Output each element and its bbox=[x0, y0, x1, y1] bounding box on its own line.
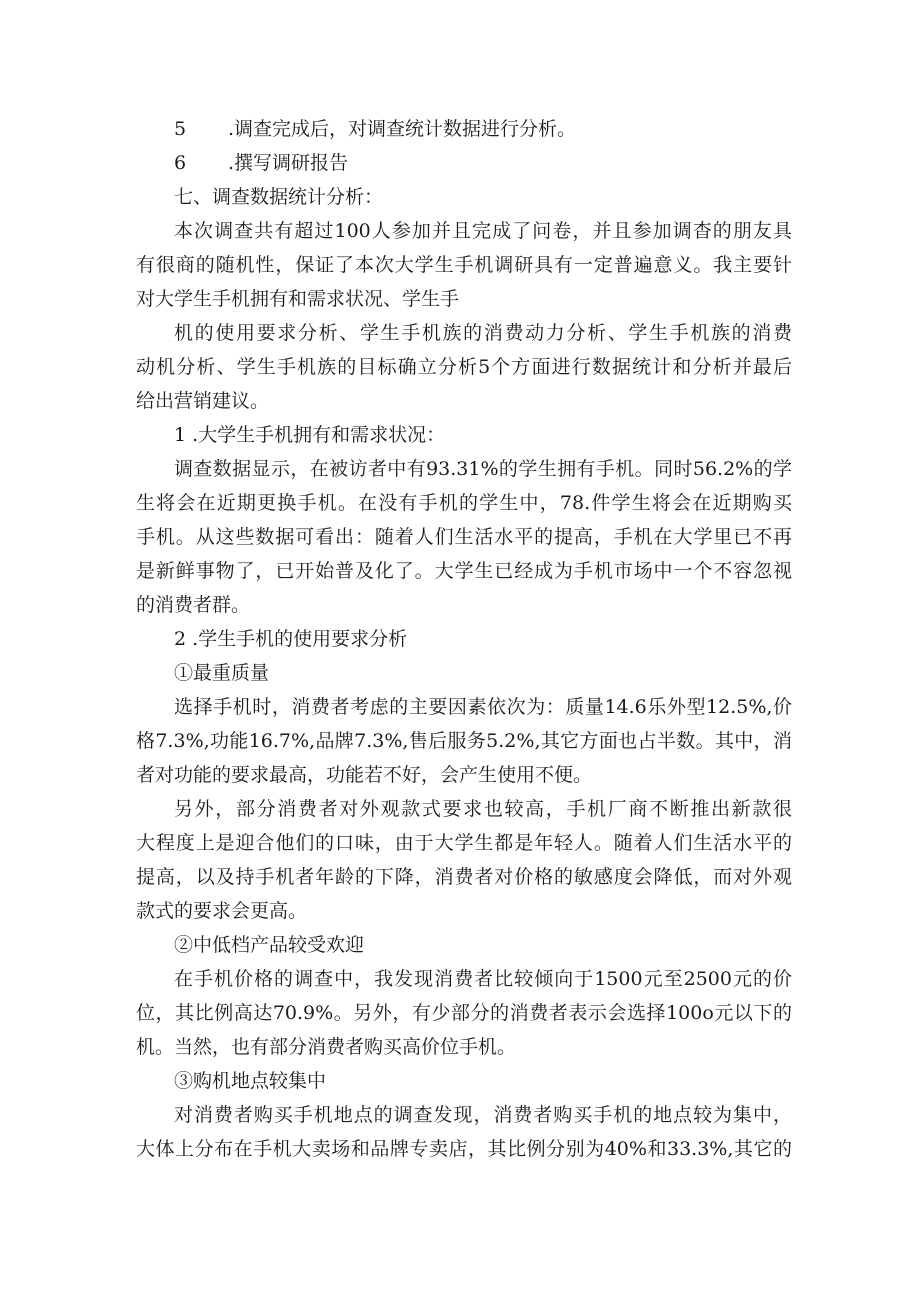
text-line: 有很商的随机性，保证了本次大学生手机调研具有一定普遍意义。我主要针 bbox=[136, 254, 792, 276]
paragraph-first-line: 在手机价格的调查中，我发现消费者比较倾向于1500元至2500元的价 bbox=[174, 968, 792, 990]
paragraph-first-line: 1 .大学生手机拥有和需求状况： bbox=[174, 424, 446, 446]
paragraph-first-line: 2 .学生手机的使用要求分析 bbox=[174, 628, 408, 650]
step-text: .调查完成后，对调查统计数据进行分析。 bbox=[228, 118, 577, 140]
paragraph-first-line: 机的使用要求分析、学生手机族的消费动力分析、学生手机族的消费 bbox=[174, 322, 792, 344]
text-line: 手机。从这些数据可看出：随着人们生活水平的提高，手机在大学里已不再 bbox=[136, 526, 792, 548]
text-line: 动机分析、学生手机族的目标确立分析5个方面进行数据统计和分析并最后 bbox=[136, 356, 792, 378]
text-line: 机。当然，也有部分消费者购买高价位手机。 bbox=[136, 1036, 517, 1058]
text-line: 格7.3%,功能16.7%,品牌7.3%,售后服务5.2%,其它方面也占半数。其中，消 bbox=[136, 730, 792, 752]
text-line: 大体上分布在手机大卖场和品牌专卖店，其比例分别为40%和33.3%,其它的 bbox=[136, 1138, 792, 1160]
text-line: 位，其比例高达70.9%。另外，有少部分的消费者表示会选择100o元以下的 bbox=[136, 1002, 792, 1024]
paragraph-first-line: 对消费者购买手机地点的调查发现，消费者购买手机的地点较为集中， bbox=[174, 1104, 792, 1126]
paragraph-first-line: ②中低档产品较受欢迎 bbox=[174, 934, 365, 956]
document-body bbox=[136, 112, 792, 1166]
text-line: 是新鲜事物了，已开始普及化了。大学生已经成为手机市场中一个不容忽视 bbox=[136, 560, 792, 582]
paragraph-first-line: 本次调查共有超过100人参加并且完成了问卷，并且参加调杳的朋友具 bbox=[174, 220, 792, 242]
paragraph-first-line: 调查数据显示，在被访者中有93.31%的学生拥有手机。同时56.2%的学 bbox=[174, 458, 792, 480]
paragraph-first-line: ③购机地点较集中 bbox=[174, 1070, 327, 1092]
text-line: 对大学生手机拥有和需求状况、学生手 bbox=[136, 288, 460, 310]
text-line: 生将会在近期更换手机。在没有手机的学生中，78.件学生将会在近期购买 bbox=[136, 492, 792, 514]
paragraph-first-line: 七、调查数据统计分析： bbox=[174, 186, 384, 208]
paragraph-first-line: 另外，部分消费者对外观款式要求也较高，手机厂商不断推出新款很 bbox=[174, 798, 792, 820]
step-text: .撰写调研报告 bbox=[228, 152, 349, 174]
text-line: 款式的要求会更高。 bbox=[136, 900, 308, 922]
step-number: 5 bbox=[174, 118, 187, 140]
numbered-step bbox=[136, 112, 792, 146]
text-line: 给出营销建议。 bbox=[136, 390, 270, 412]
step-number: 6 bbox=[174, 152, 187, 174]
text-line: 的消费者群。 bbox=[136, 594, 251, 616]
paragraph-first-line: ①最重质量 bbox=[174, 662, 270, 684]
text-line: 大程度上是迎合他们的口味，由于大学生都是年轻人。随着人们生活水平的 bbox=[136, 832, 792, 854]
text-line: 者对功能的要求最高，功能若不好，会产生使用不便。 bbox=[136, 764, 593, 786]
paragraph-first-line: 选择手机时，消费者考虑的主要因素依次为：质量14.6乐外型12.5%,价 bbox=[174, 696, 792, 718]
numbered-step bbox=[136, 146, 792, 180]
text-line: 提高，以及持手机者年龄的下降，消费者对价格的敏感度会降低，而对外观 bbox=[136, 866, 792, 888]
